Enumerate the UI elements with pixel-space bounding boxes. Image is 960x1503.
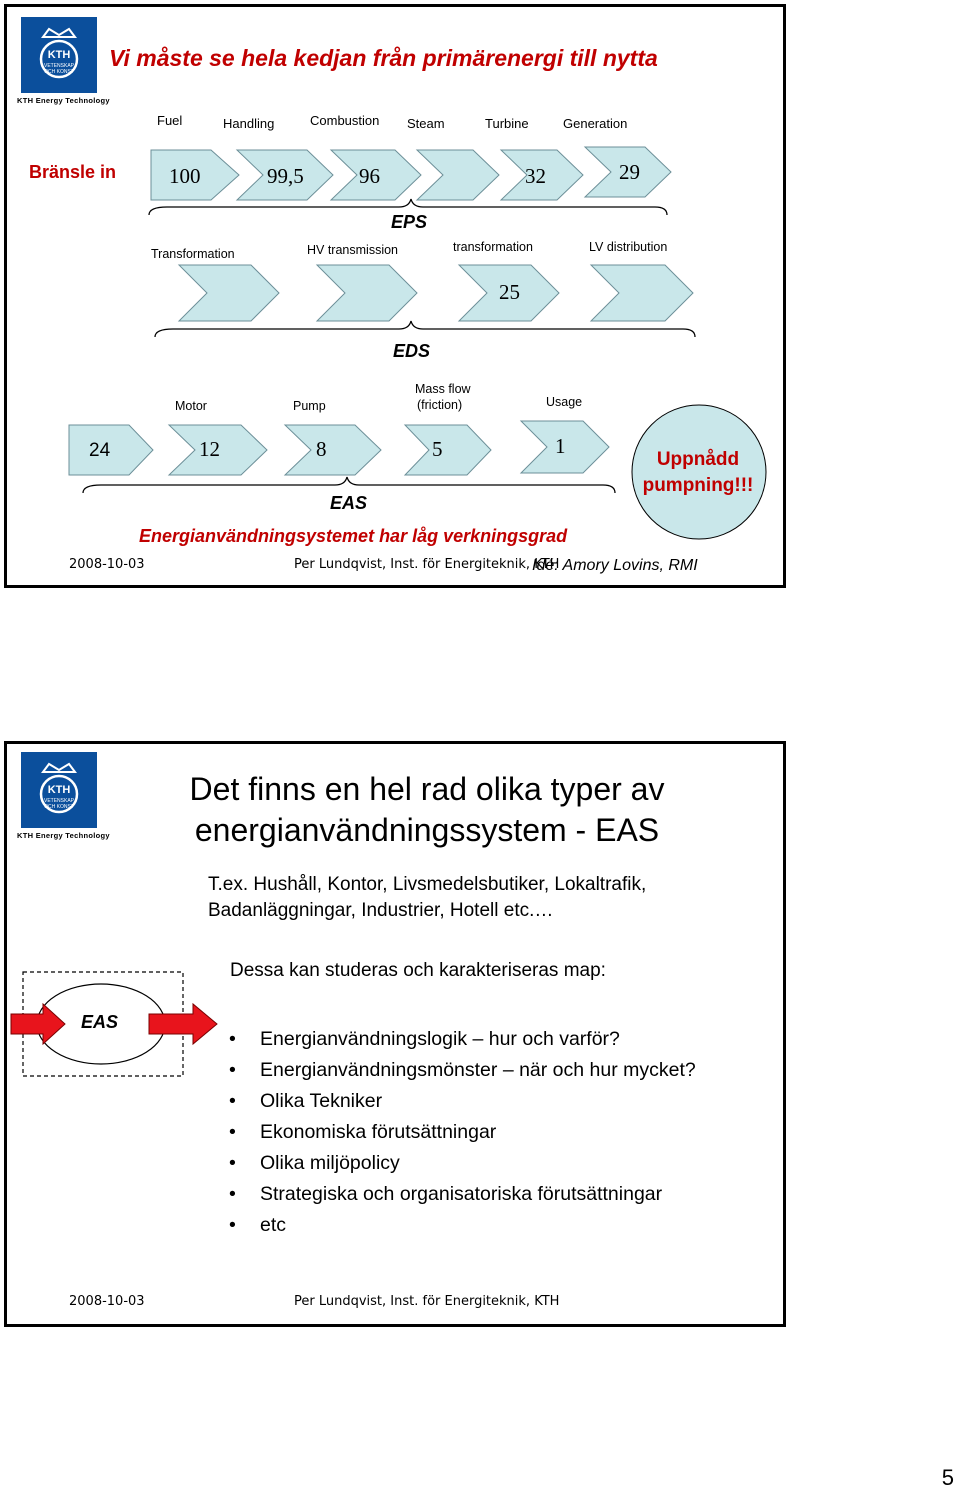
svg-text:OCH KONST: OCH KONST xyxy=(44,804,74,810)
characterization-list xyxy=(229,1024,696,1241)
footer-date: 2008-10-03 xyxy=(69,1294,145,1309)
stage-label-handling: Handling xyxy=(223,116,275,131)
stage-label-transformation-2: transformation xyxy=(453,240,533,254)
idea-credit: Idé: Amory Lovins, RMI xyxy=(532,557,698,574)
slide-eas-types xyxy=(4,741,786,1327)
eas-label: EAS xyxy=(330,493,368,513)
list-item: • Strategiska och organisatoriska förutsättningar xyxy=(229,1183,663,1205)
list-item: • Olika miljöpolicy xyxy=(229,1152,400,1174)
chevron-mass-flow xyxy=(405,425,491,475)
examples-line-1: T.ex. Hushåll, Kontor, Livsmedelsbutiker, Lokaltrafik, xyxy=(208,874,647,895)
svg-text:VETENSKAP: VETENSKAP xyxy=(43,63,75,69)
stage-label-lv-distribution: LV distribution xyxy=(589,240,668,254)
kth-crest-icon xyxy=(21,752,97,828)
conclusion-text: Energianvändningsystemet har låg verkningsgrad xyxy=(139,526,568,546)
slide-title xyxy=(137,769,717,851)
svg-text:OCH KONST: OCH KONST xyxy=(44,69,74,75)
eas-system-diagram xyxy=(7,964,237,1084)
value-usage: 1 xyxy=(555,434,566,458)
footer-author: Per Lundqvist, Inst. för Energiteknik, KTH xyxy=(294,1294,560,1309)
stage-label-steam: Steam xyxy=(407,116,445,131)
list-item: • Energianvändningslogik – hur och varför? xyxy=(229,1028,620,1050)
eds-label: EDS xyxy=(393,341,431,361)
kth-logo xyxy=(17,752,117,840)
stage-label-hv-transmission: HV transmission xyxy=(307,243,398,257)
value-generation: 29 xyxy=(619,160,640,184)
page-number: 5 xyxy=(941,1465,954,1490)
logo-caption: KTH Energy Technology xyxy=(17,96,110,105)
value-start: 24 xyxy=(89,440,111,461)
list-item: • Ekonomiska förutsättningar xyxy=(229,1121,497,1143)
slide-title: Vi måste se hela kedjan från primärenergi till nytta xyxy=(109,45,658,71)
stage-label-fuel: Fuel xyxy=(157,113,183,128)
value-pump: 8 xyxy=(316,437,327,461)
chevron-steam xyxy=(417,150,499,200)
eps-label: EPS xyxy=(391,212,428,232)
chevron-transformation xyxy=(179,265,279,321)
footer-date: 2008-10-03 xyxy=(69,557,145,572)
chevron-start xyxy=(69,425,153,475)
stage-label-motor: Motor xyxy=(175,399,207,413)
logo-caption: KTH Energy Technology xyxy=(17,831,110,840)
value-combustion: 96 xyxy=(359,164,380,188)
value-transformation-2: 25 xyxy=(499,280,520,304)
stage-label-mass-flow: Mass flow xyxy=(415,382,471,396)
chevron-lv-distribution xyxy=(591,265,693,321)
fuel-input-label: Bränsle in xyxy=(29,162,117,182)
value-fuel: 100 xyxy=(169,164,201,188)
slide-energy-chain xyxy=(4,4,786,588)
chevron-pump xyxy=(285,425,381,475)
stage-label-turbine: Turbine xyxy=(485,116,529,131)
stage-label-friction: (friction) xyxy=(417,398,463,412)
value-mass-flow: 5 xyxy=(432,437,443,461)
examples-line-2: Badanläggningar, Industrier, Hotell etc.… xyxy=(208,900,554,921)
title-line-1: Det finns en hel rad olika typer av xyxy=(189,771,665,807)
stage-label-transformation: Transformation xyxy=(151,247,235,261)
list-item: • etc xyxy=(229,1214,287,1236)
result-label: Uppnådd pumpning!!! xyxy=(642,449,754,496)
value-turbine: 32 xyxy=(525,164,546,188)
value-handling: 99,5 xyxy=(267,164,304,188)
chevron-hv-transmission xyxy=(317,265,417,321)
list-item: • Energianvändningsmönster – när och hur mycket? xyxy=(229,1059,696,1081)
eas-ellipse-label: EAS xyxy=(81,1012,119,1032)
stage-label-pump: Pump xyxy=(293,399,326,413)
intro-text: Dessa kan studeras och karakteriseras map: xyxy=(230,960,606,981)
svg-text:VETENSKAP: VETENSKAP xyxy=(43,798,75,804)
title-line-2: energianvändningssystem - EAS xyxy=(194,812,660,848)
stage-label-usage: Usage xyxy=(546,395,583,409)
list-item: • Olika Tekniker xyxy=(229,1090,383,1112)
eas-brace xyxy=(83,477,615,493)
value-motor: 12 xyxy=(199,437,220,461)
svg-text:KTH: KTH xyxy=(47,784,71,796)
stage-label-generation: Generation xyxy=(563,116,628,131)
eds-brace xyxy=(155,321,695,337)
svg-text:KTH: KTH xyxy=(47,49,71,61)
stage-label-combustion: Combustion xyxy=(310,113,380,128)
footer-author: Per Lundqvist, Inst. för Energiteknik, KTH xyxy=(294,557,560,572)
